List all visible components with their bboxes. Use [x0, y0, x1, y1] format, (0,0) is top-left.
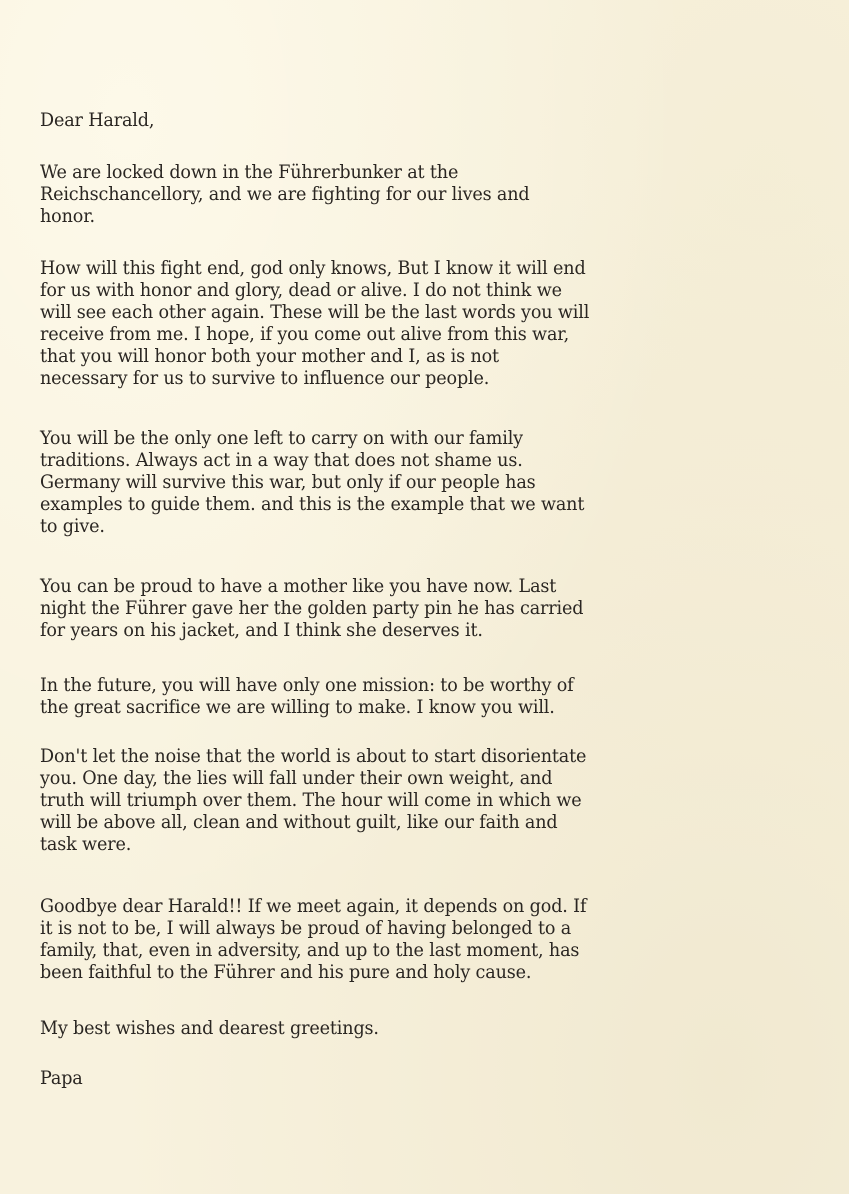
salutation: Dear Harald, — [40, 110, 155, 131]
paragraph-1-line-3: honor. — [40, 206, 95, 227]
paragraph-3-line-3: Germany will survive this war, but only if our people has — [40, 472, 536, 493]
paragraph-2-line-6: necessary for us to survive to influence our people. — [40, 368, 490, 389]
paragraph-5-line-1: In the future, you will have only one mission: to be worthy of — [40, 675, 574, 696]
paragraph-1-line-2: Reichschancellory, and we are fighting for our lives and — [40, 184, 530, 205]
paragraph-2-line-3: will see each other again. These will be the last words you will — [40, 302, 590, 323]
paragraph-4-line-3: for years on his jacket, and I think she deserves it. — [40, 620, 483, 641]
paragraph-4-line-2: night the Führer gave her the golden party pin he has carried — [40, 598, 584, 619]
paragraph-6-line-2: you. One day, the lies will fall under their own weight, and — [40, 768, 553, 789]
paragraph-2-line-2: for us with honor and glory, dead or alive. I do not think we — [40, 280, 562, 301]
paragraph-7-line-4: been faithful to the Führer and his pure and holy cause. — [40, 962, 532, 983]
paragraph-6-line-5: task were. — [40, 834, 132, 855]
closing: My best wishes and dearest greetings. — [40, 1018, 379, 1039]
paragraph-2-line-4: receive from me. I hope, if you come out alive from this war, — [40, 324, 570, 345]
paragraph-7-line-3: family, that, even in adversity, and up to the last moment, has — [40, 940, 580, 961]
signature: Papa — [40, 1068, 83, 1089]
paragraph-5-line-2: the great sacrifice we are willing to make. I know you will. — [40, 697, 555, 718]
paragraph-4-line-1: You can be proud to have a mother like you have now. Last — [40, 576, 557, 597]
paragraph-6-line-3: truth will triumph over them. The hour will come in which we — [40, 790, 582, 811]
paragraph-6-line-1: Don't let the noise that the world is about to start disorientate — [40, 746, 587, 767]
paragraph-2-line-1: How will this fight end, god only knows, But I know it will end — [40, 258, 586, 279]
paragraph-3-line-4: examples to guide them. and this is the example that we want — [40, 494, 585, 515]
paragraph-7-line-1: Goodbye dear Harald!! If we meet again, it depends on god. If — [40, 896, 587, 917]
paragraph-7-line-2: it is not to be, I will always be proud of having belonged to a — [40, 918, 572, 939]
paragraph-1-line-1: We are locked down in the Führerbunker at the — [40, 162, 459, 183]
paragraph-3-line-1: You will be the only one left to carry on with our family — [40, 428, 523, 449]
paragraph-2-line-5: that you will honor both your mother and I, as is not — [40, 346, 499, 367]
paragraph-3-line-2: traditions. Always act in a way that does not shame us. — [40, 450, 523, 471]
paragraph-6-line-4: will be above all, clean and without guilt, like our faith and — [40, 812, 558, 833]
paragraph-3-line-5: to give. — [40, 516, 105, 537]
